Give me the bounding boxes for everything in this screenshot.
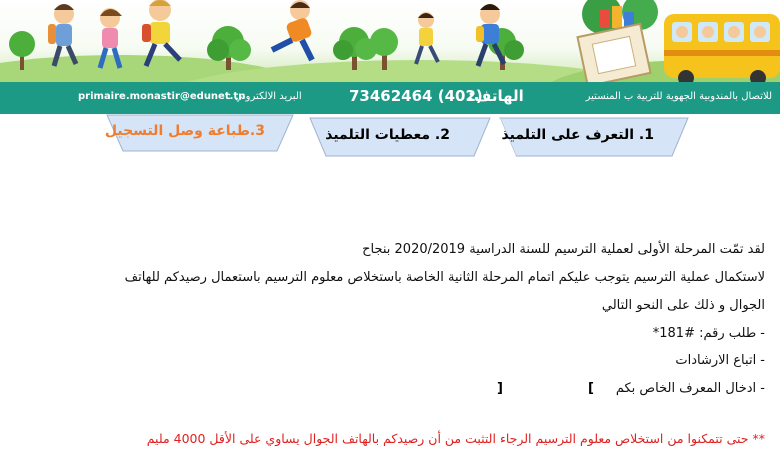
books-illustration [578,0,658,82]
phone-label: الهاتف: [468,87,524,105]
phone-number: 73462464 (402) [349,87,483,105]
step-2-student-data[interactable] [308,116,492,158]
instruction-step: - ادخال المعرف الخاص بكم [615,381,765,396]
child-figure [48,4,76,66]
child-figure [416,12,438,64]
step-label: 2. معطيات التلميذ [325,127,450,143]
step-3-print-receipt[interactable] [105,113,295,155]
school-bus-illustration [664,14,780,82]
identifier-bracket-close: ] [497,381,503,396]
instruction-text: لاستكمال عملية الترسيم يتوجب عليكم اتمام المرحلة الثانية الخاصة باستخلاص معلوم الترسيم باستعمال رصيدكم للهاتف [124,270,765,285]
child-figure [272,0,313,60]
email-label: البريد الالكتروني : [228,91,302,102]
instruction-text-continued: الجوال و ذلك على النحو التالي [601,298,765,313]
success-message: لقد تمّت المرحلة الأولى لعملية الترسيم للسنة الدراسية 2020/2019 بنجاح [362,242,765,257]
contact-label: للاتصال بالمندوبية الجهوية للتربية ب المنستير [585,91,772,102]
step-label: 3.طباعة وصل التسجيل [104,123,265,139]
kids-school-illustration [0,0,780,82]
instruction-step: - اتباع الارشادات [675,353,765,368]
header-banner [0,0,780,82]
instruction-step: - طلب رقم: #181* [652,326,765,341]
contact-bar [0,82,780,114]
step-label: 1. التعرف على التلميذ [501,127,654,143]
identifier-bracket-open: [ [588,381,594,396]
balance-warning: ** حتى تتمكنوا من استخلاص معلوم الترسيم الرجاء التثبت من أن رصيدكم بالهاتف الجوال يساوي على الأقل 4000 مليم [146,431,765,446]
step-1-identify-student[interactable] [496,116,690,158]
email-address[interactable]: primaire.monastir@edunet.tn [78,91,246,102]
